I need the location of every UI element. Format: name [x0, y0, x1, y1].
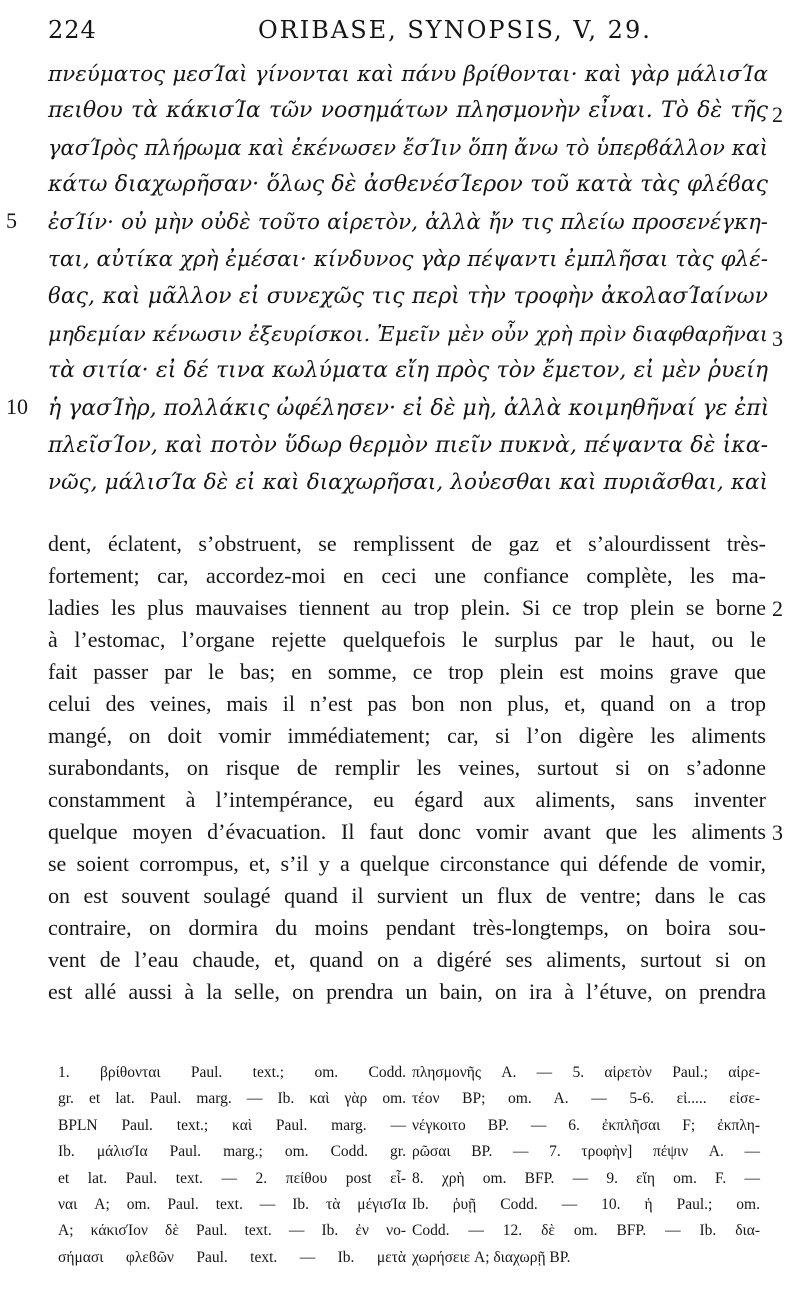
greek-line: γασΊρὸς πλήρωμα καὶ ἐκένωσεν ἔσΊιν ὅπη ἄνω τὸ ὑπερϐάλλον καὶ — [48, 136, 768, 160]
margin-section-marker: 2 — [772, 596, 783, 621]
greek-line: πλεῖσΊον, καὶ ποτὸν ὕδωρ θερμὸν πιεῖν πυκνὰ, πέψαντα δὲ ἱκα- — [48, 433, 768, 458]
french-line: est allé aussi à la selle, on prendra un bain, on ira à l’étuve, on prendra — [48, 979, 766, 1004]
note-line: χωρήσειε A; διαχωρῇ BP. — [412, 1248, 571, 1266]
note-line: νέγκοιτο BP. — 6. ἐκπλῆσαι F; ἐκπλη- — [412, 1116, 760, 1134]
french-line: constamment à l’intempérance, eu égard aux aliments, sans inventer — [48, 787, 766, 812]
french-line: celui des veines, mais il n’est pas bon non plus, et, quand on a trop — [48, 691, 766, 716]
notes-column-left — [58, 1060, 406, 1271]
greek-line: ται, αὐτίκα χρὴ ἐμέσαι· κίνδυνος γὰρ πέψαντι ἐμπλῆσαι τὰς φλέ- — [48, 247, 768, 272]
note-line: 1. βρίθονται Paul. text.; om. Codd. — [58, 1064, 406, 1081]
note-line: ρῶσαι BP. — 7. τροφὴν] πέψιν A. — — [412, 1143, 760, 1161]
greek-line: νῶς, μάλισΊα δὲ εἰ καὶ διαχωρῆσαι, λοὐεσθαι καὶ πυριᾶσθαι, καὶ — [48, 470, 768, 495]
page-header — [48, 14, 778, 50]
margin-section-marker: 3 — [772, 820, 783, 845]
greek-line: πειθου τὰ κάκισΊα τῶν νοσημάτων πλησμονὴν εἶναι. Τὸ δὲ τῆς — [48, 98, 768, 123]
french-line: fait passer par le bas; en somme, ce trop plein est moins grave que — [48, 659, 766, 684]
note-line: BPLN Paul. text.; καὶ Paul. marg. — — [58, 1116, 406, 1134]
greek-line: ϐας, καὶ μᾶλλον εἰ συνεχῶς τις περὶ τὴν τροφὴν ἀκολασΊαίνων — [48, 284, 768, 309]
note-line: πλησμονῆς A. — 5. αἱρετὸν Paul.; αἱρε- — [412, 1064, 760, 1081]
french-line: surabondants, on risque de remplir les veines, surtout si on s’adonne — [48, 755, 766, 780]
french-line: quelque moyen d’évacuation. Il faut donc vomir avant que les aliments — [48, 819, 766, 844]
note-line: τέον BP; om. A. — 5-6. εἰ..... εἰσε- — [412, 1090, 760, 1108]
french-line: dent, éclatent, s’obstruent, se remplissent de gaz et s’alourdissent très- — [48, 531, 766, 556]
note-line: ναι A; om. Paul. text. — Ib. τὰ μέγισΊα — [58, 1195, 406, 1213]
french-line: fortement; car, accordez-moi en ceci une confiance complète, les ma- — [48, 563, 766, 588]
margin-section-marker: 3 — [772, 326, 783, 351]
note-line: 8. χρὴ om. BFP. — 9. εἴη om. F. — — [412, 1169, 760, 1187]
french-line: mangé, on doit vomir immédiatement; car, si l’on digère les aliments — [48, 723, 766, 748]
note-line: A; κάκισΊον δὲ Paul. text. — Ib. ἐν νο- — [58, 1222, 406, 1240]
greek-line: κάτω διαχωρῆσαν· ὅλως δὲ ἀσθενέσΊερον τοῦ κατὰ τὰς φλέϐας — [48, 172, 768, 197]
french-line: contraire, on dormira du moins pendant très-longtemps, on boira sou- — [48, 915, 766, 940]
french-line: vent de l’eau chaude, et, quand on a digéré ses aliments, surtout si on — [48, 947, 766, 972]
note-line: Ib. μάλισΊα Paul. marg.; om. Codd. gr. — [58, 1143, 406, 1161]
greek-line: πνεύματος μεσΊαὶ γίνονται καὶ πάνυ βρίθονται· καὶ γὰρ μάλισΊα — [48, 62, 768, 87]
note-line: Ib. ῥυῇ Codd. — 10. ἡ Paul.; om. — [412, 1195, 760, 1213]
greek-line: ἡ γασΊὴρ, πολλάκις ὠφέλησεν· εἰ δὲ μὴ, ἀλλὰ κοιμηθῆναί γε ἐπὶ — [48, 396, 770, 421]
note-line: et lat. Paul. text. — 2. πείθου post εἶ- — [58, 1169, 406, 1187]
line-number: 10 — [6, 394, 28, 419]
critical-apparatus — [48, 1060, 768, 1290]
french-line: à l’estomac, l’organe rejette quelquefois le surplus par le haut, ou le — [48, 627, 766, 652]
margin-section-marker: 2 — [772, 102, 783, 127]
french-line: on est souvent soulagé quand il survient un flux de ventre; dans le cas — [48, 883, 766, 908]
greek-line: ἐσΊίν· οὐ μὴν οὐδὲ τοῦτο αἱρετὸν, ἀλλὰ ἤν τις πλείω προσενέγκη- — [48, 210, 768, 235]
greek-line: μηδεμίαν κένωσιν ἐξευρίσκοι. Ἐμεῖν μὲν οὖν χρὴ πρὶν διαφθαρῆναι — [48, 322, 768, 346]
running-title: ORIBASE, SYNOPSIS, V, 29. — [258, 16, 652, 44]
note-line: Codd. — 12. δὲ om. BFP. — Ib. δια- — [412, 1222, 760, 1240]
french-line: se soient corrompus, et, s’il y a quelque circonstance qui défende de vomir, — [48, 851, 766, 876]
line-number: 5 — [6, 208, 17, 233]
note-line: σήμασι φλεϐῶν Paul. text. — Ib. μετὰ — [58, 1248, 406, 1266]
page-number: 224 — [48, 16, 97, 44]
greek-line: τὰ σιτία· εἰ δέ τινα κωλύματα εἴη πρὸς τὸν ἔμετον, εἰ μὲν ῥυείη — [48, 358, 768, 383]
notes-column-right — [412, 1060, 760, 1271]
note-line: gr. et lat. Paul. marg. — Ib. καὶ γὰρ om. — [58, 1090, 406, 1108]
french-line: ladies les plus mauvaises tiennent au trop plein. Si ce trop plein se borne — [48, 595, 766, 620]
